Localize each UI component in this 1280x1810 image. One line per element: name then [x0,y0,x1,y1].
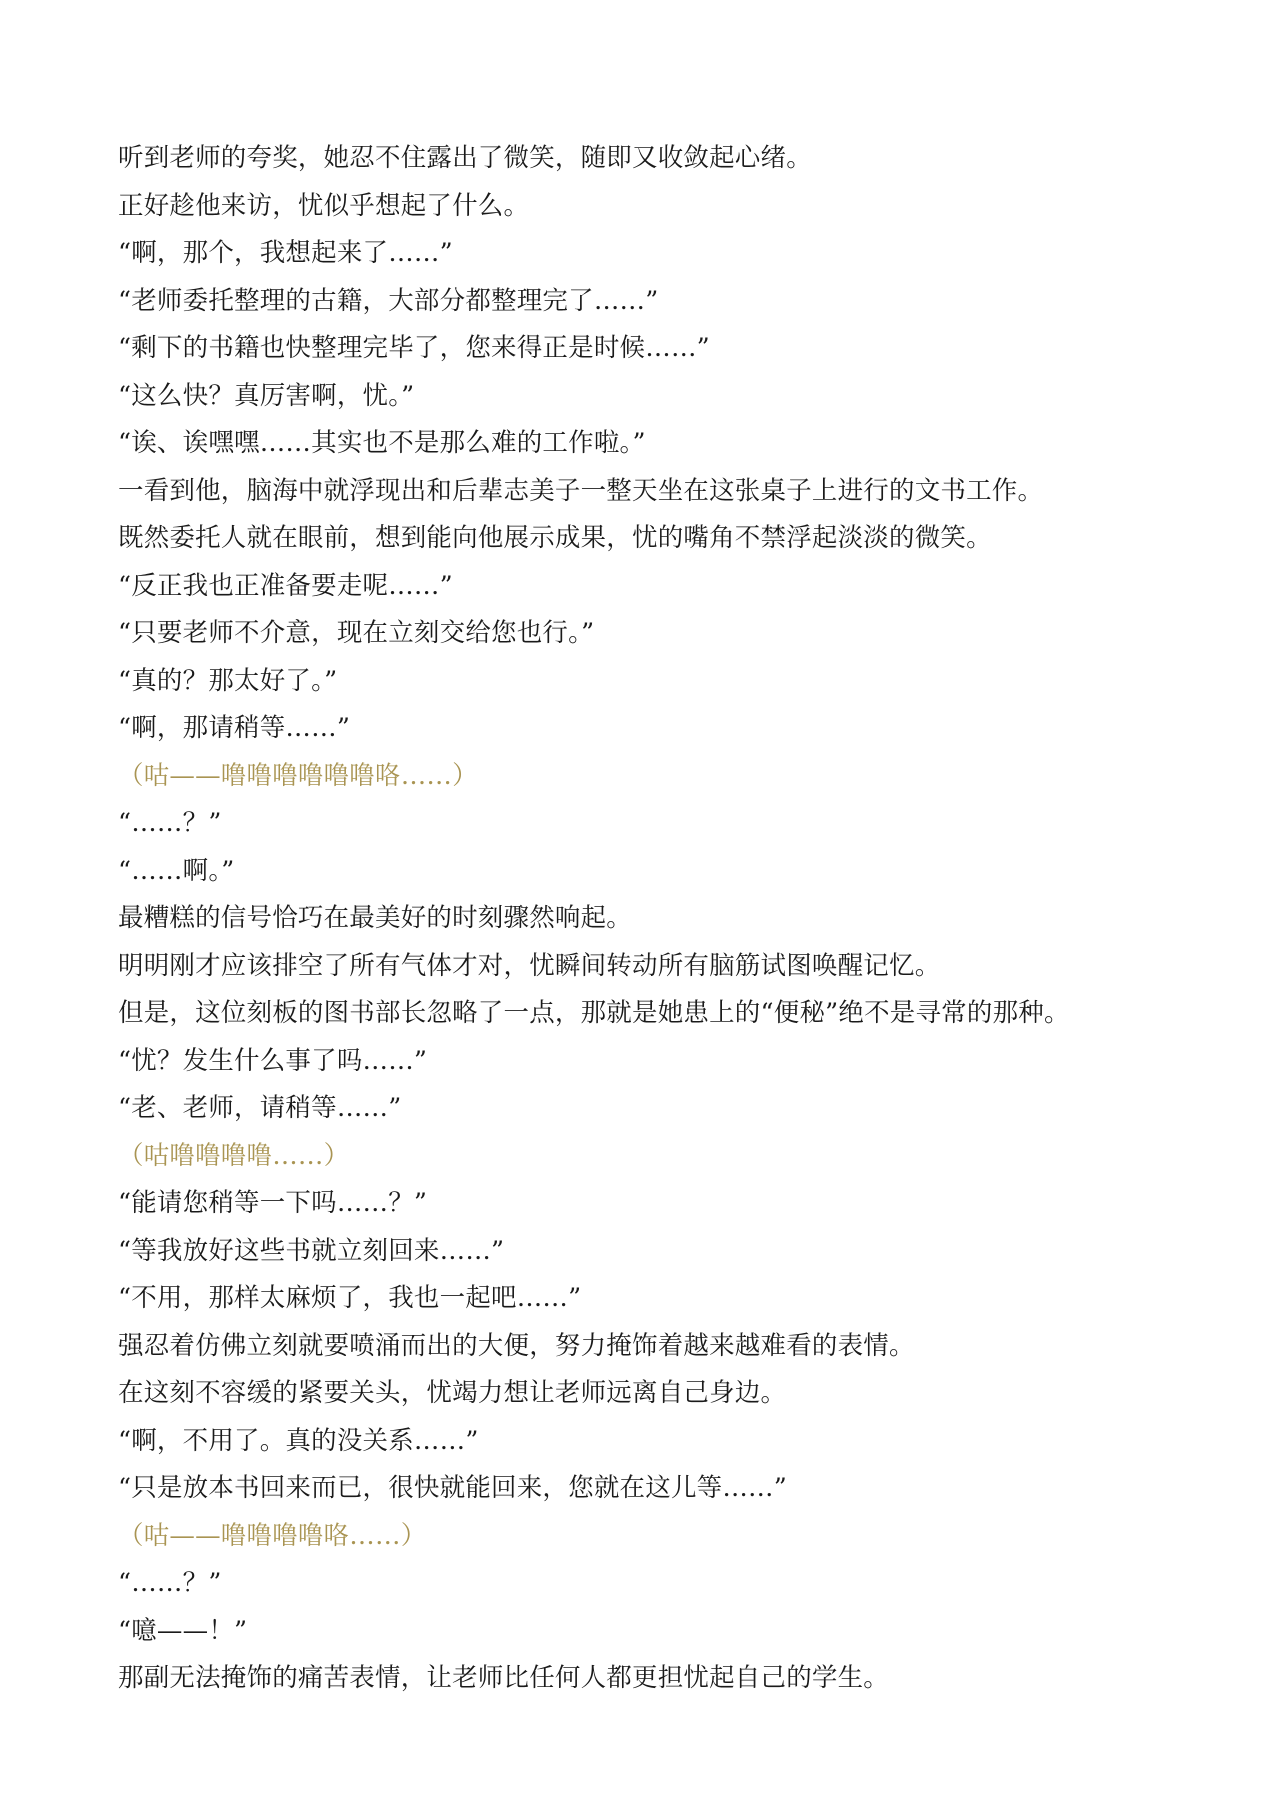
text-line: 最糟糕的信号恰巧在最美好的时刻骤然响起。 [118,903,633,933]
dialogue-line: “啊，那个，我想起来了……” [118,238,453,268]
dialogue-line: “啊，那请稍等……” [118,713,351,743]
text-line: 正好趁他来访，忧似乎想起了什么。 [118,190,530,221]
dialogue-line: “能请您稍等一下吗……？” [118,1188,428,1218]
dialogue-line: “诶、诶嘿嘿……其实也不是那么难的工作啦。” [118,428,646,458]
text-line: 既然委托人就在眼前，想到能向他展示成果，忧的嘴角不禁浮起淡淡的微笑。 [118,523,992,553]
dialogue-line: “剩下的书籍也快整理完毕了，您来得正是时候……” [118,333,710,363]
text-line: 明明刚才应该排空了所有气体才对，忧瞬间转动所有脑筋试图唤醒记忆。 [118,950,941,981]
text-line: 但是，这位刻板的图书部长忽略了一点，那就是她患上的“便秘”绝不是寻常的那种。 [118,998,1070,1028]
dialogue-line: “这么快？真厉害啊，忧。” [118,380,415,411]
text-line: 那副无法掩饰的痛苦表情，让老师比任何人都更担忧起自己的学生。 [118,1663,890,1693]
document-body [118,135,1238,1703]
text-line: 在这刻不容缓的紧要关头，忧竭力想让老师远离自己身边。 [118,1378,787,1408]
text-line: 听到老师的夸奖，她忍不住露出了微笑，随即又收敛起心绪。 [118,143,812,173]
dialogue-line: “……？” [118,1568,222,1598]
dialogue-line: “等我放好这些书就立刻回来……” [118,1235,505,1266]
dialogue-line: “……？” [118,808,222,838]
sound-effect-line: （咕噜噜噜噜……） [118,1140,350,1171]
dialogue-line: “忧？发生什么事了吗……” [118,1045,428,1076]
dialogue-line: “啊，不用了。真的没关系……” [118,1425,479,1456]
sound-effect-line: （咕——噜噜噜噜咯……） [118,1520,427,1551]
dialogue-line: “不用，那样太麻烦了，我也一起吧……” [118,1283,582,1313]
text-line: 一看到他，脑海中就浮现出和后辈志美子一整天坐在这张桌子上进行的文书工作。 [118,475,1044,506]
dialogue-line: “真的？那太好了。” [118,665,338,696]
dialogue-line: “只要老师不介意，现在立刻交给您也行。” [118,618,595,648]
dialogue-line: “只是放本书回来而已，很快就能回来，您就在这儿等……” [118,1473,787,1503]
text-line: 强忍着仿佛立刻就要喷涌而出的大便，努力掩饰着越来越难看的表情。 [118,1330,915,1361]
dialogue-line: “反正我也正准备要走呢……” [118,570,453,601]
dialogue-line: “老、老师，请稍等……” [118,1093,402,1123]
dialogue-line: “老师委托整理的古籍，大部分都整理完了……” [118,285,659,316]
dialogue-line: “……啊。” [118,855,235,886]
dialogue-line: “噫——！” [118,1615,248,1646]
sound-effect-line: （咕——噜噜噜噜噜噜咯……） [118,760,478,791]
